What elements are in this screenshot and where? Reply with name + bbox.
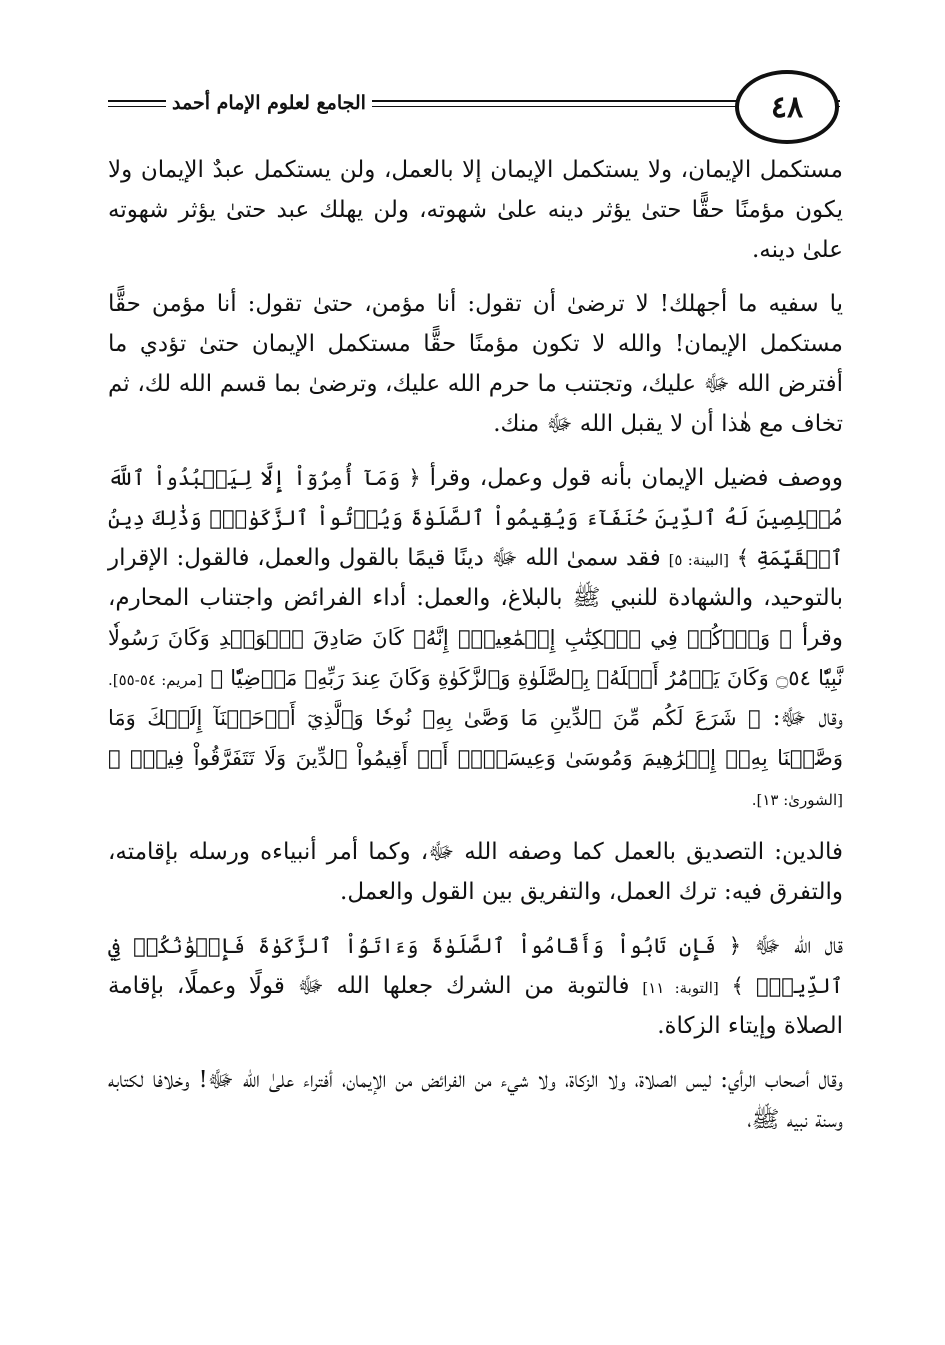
paragraph-3-intro: ووصف فضيل الإيمان بأنه قول وعمل، وقرأ (429, 465, 843, 492)
header-rule-left-lower (108, 106, 168, 107)
paragraph-5-intro: قال الله ﷻ (754, 933, 843, 960)
paragraph-3 (108, 458, 843, 818)
header-rule-left-upper (108, 100, 168, 102)
page-header (100, 70, 840, 150)
paragraph-3-middle-2: وقال ﷻ: (772, 705, 843, 732)
paragraph-1: مستكمل الإيمان، ولا يستكمل الإيمان إلا بالعمل، ولن يستكمل عبدٌ الإيمان ولا يكون مؤمنًا حقًّا حتىٰ يؤثر دينه علىٰ شهوته، ولن يهلك عبد حتىٰ يؤثر شهوته علىٰ دينه. (108, 157, 843, 264)
paragraph-2: يا سفيه ما أجهلك! لا ترضىٰ أن تقول: أنا مؤمن، حتىٰ تقول: أنا مؤمن حقًّا مستكمل الإيمان! والله لا تكون مؤمنًا حقًّا مستكمل الإيمان حتىٰ تؤدي ما أفترض الله ﷻ عليك، وتجتنب ما حرم الله عليك، وترضىٰ بما قسم الله لك، ثم تخاف مع هٰذا أن لا يقبل الله ﷻ منك. (108, 291, 843, 438)
header-rule-right-top (839, 70, 840, 72)
quran-verse-tawba: ﴿ فَإِن تَابُواْ وَأَقَامُواْ ٱلصَّلَوٰةَ وَءَاتَوُاْ ٱلزَّكَوٰةَ فَإِخۡوَٰنُكُمۡ فِي ٱلدِّينِۗ ﴾ (108, 934, 844, 999)
paragraph-6: وقال أصحاب الرأي: ليس الصلاة، ولا الزكاة، ولا شيء من الفرائض من الإيمان، أفتراء علىٰ الله ﷻ! وخلافا لكتابه وسنة نبيه ﷺ، (108, 1067, 843, 1134)
verse-reference-maryam: [مريم: ٥٤-٥٥]. (108, 671, 203, 690)
verse-reference-tawba: [التوبة: ١١] (642, 979, 719, 998)
page-number: ٤٨ (770, 89, 804, 125)
page-number-badge (735, 70, 839, 144)
quran-verse-maryam: ﴿ وَٱذۡكُرۡ فِي ٱلۡكِتَٰبِ إِسۡمَٰعِيلَۚ إِنَّهُۥ كَانَ صَادِقَ ٱلۡوَعۡدِ وَكَانَ رَسُولٗا نَّبِيّٗا ۝٥٤ وَكَانَ يَأۡمُرُ أَهۡلَهُۥ بِٱلصَّلَوٰةِ وَٱلزَّكَوٰةِ وَكَانَ عِندَ رَبِّهِۦ مَرۡضِيّٗا ﴾ (108, 626, 843, 691)
book-title: الجامع لعلوم الإمام أحمد (166, 92, 372, 114)
verse-reference-bayyina: [البينة: ٥] (668, 551, 729, 570)
quran-verse-shura: ﴿ شَرَعَ لَكُم مِّنَ ٱلدِّينِ مَا وَصَّىٰ بِهِۦ نُوحٗا وَٱلَّذِيٓ أَوۡحَيۡنَآ إِلَيۡكَ وَمَا وَصَّيۡنَا بِهِۦٓ إِبۡرَٰهِيمَ وَمُوسَىٰ وَعِيسَىٰٓۖ أَنۡ أَقِيمُواْ ٱلدِّينَ وَلَا تَتَفَرَّقُواْ فِيهِۚ ﴾ (108, 706, 843, 771)
paragraph-3-middle: فقد سمىٰ الله ﷻ دينًا قيمًا بالقول والعمل، فالقول: الإقرار بالتوحيد، والشهادة للنبي ﷺ بالبلاغ، والعمل: أداء الفرائض واجتناب المحارم، وقرأ (108, 545, 843, 652)
quran-verse-bayyina: ﴿ وَمَآ أُمِرُوٓاْ إِلَّا لِيَعۡبُدُواْ ٱللَّهَ مُخۡلِصِينَ لَهُ ٱلدِّينَ حُنَفَآءَ وَيُقِيمُواْ ٱلصَّلَوٰةَ وَيُؤۡتُواْ ٱلزَّكَوٰةَۚ وَذَٰلِكَ دِينُ ٱلۡقَيِّمَةِ ﴾ (108, 466, 843, 571)
page-body (108, 150, 843, 1154)
paragraph-4: فالدين: التصديق بالعمل كما وصفه الله ﷻ، وكما أمر أنبياءه ورسله بإقامته، والتفرق فيه: ترك العمل، والتفريق بين القول والعمل. (108, 839, 843, 906)
paragraph-5 (108, 926, 843, 1046)
verse-reference-shura: [الشورىٰ: ١٣]. (751, 791, 843, 810)
paragraph-5-rest: فالتوبة من الشرك جعلها الله ﷻ قولًا وعملًا، بإقامة الصلاة وإيتاء الزكاة. (108, 973, 843, 1040)
header-rule-middle-upper (370, 100, 740, 102)
header-rule-middle-lower (370, 106, 740, 107)
